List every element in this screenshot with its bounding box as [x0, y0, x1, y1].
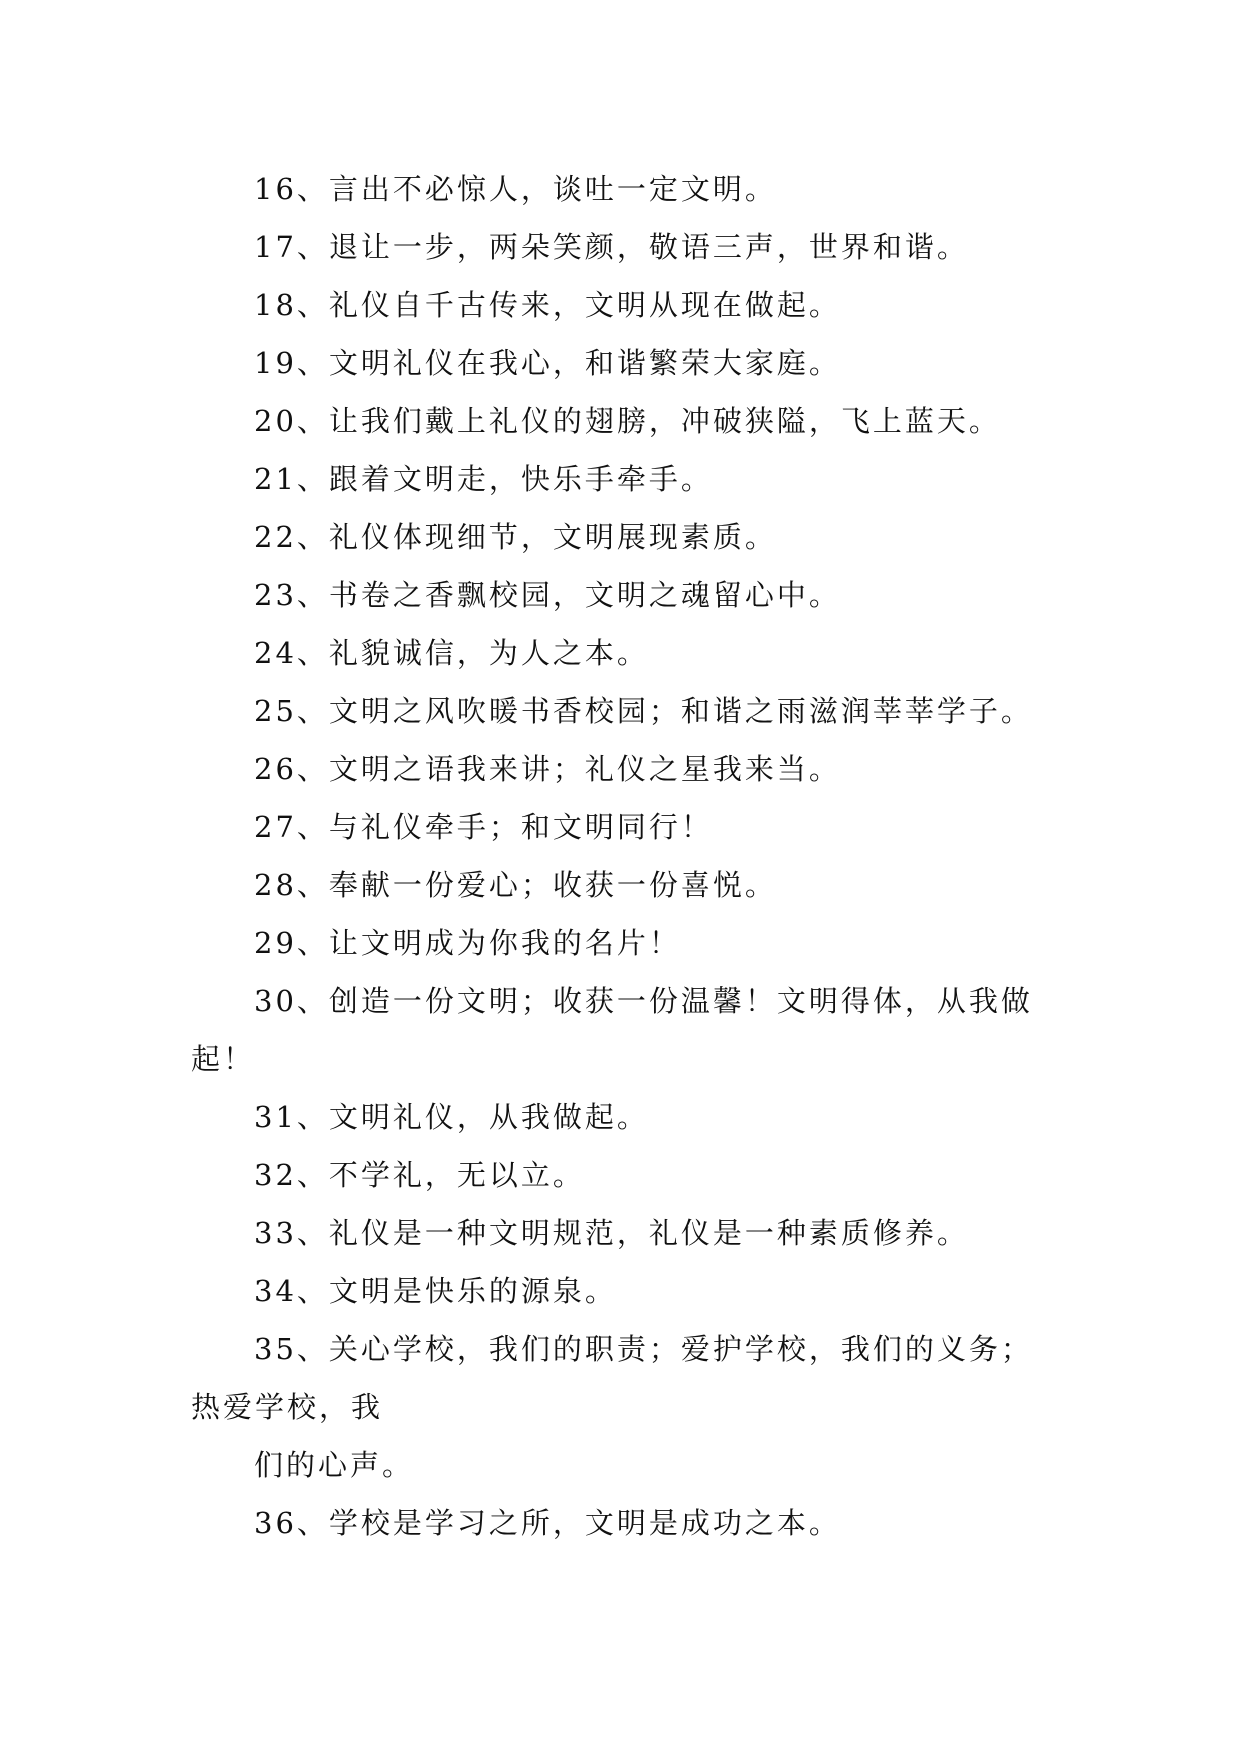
- slogan-line-25: 25、文明之风吹暖书香校园；和谐之雨滋润莘莘学子。: [254, 694, 1033, 728]
- slogan-line-24: 24、礼貌诚信，为人之本。: [254, 636, 649, 670]
- slogan-line-20: 20、让我们戴上礼仪的翅膀，冲破狭隘，飞上蓝天。: [254, 404, 1001, 438]
- slogan-line-16: 16、言出不必惊人，谈吐一定文明。: [254, 172, 777, 206]
- slogan-line-18: 18、礼仪自千古传来，文明从现在做起。: [254, 288, 841, 322]
- slogan-line-21: 21、跟着文明走，快乐手牵手。: [254, 462, 713, 496]
- slogan-line-22: 22、礼仪体现细节，文明展现素质。: [254, 520, 777, 554]
- slogan-line-28: 28、奉献一份爱心；收获一份喜悦。: [254, 868, 777, 902]
- slogan-line-36: 36、学校是学习之所，文明是成功之本。: [254, 1506, 841, 1540]
- slogan-line-19: 19、文明礼仪在我心，和谐繁荣大家庭。: [254, 346, 841, 380]
- slogan-line-17: 17、退让一步，两朵笑颜，敬语三声，世界和谐。: [254, 230, 969, 264]
- slogan-line-23: 23、书卷之香飘校园，文明之魂留心中。: [254, 578, 841, 612]
- slogan-line-35-continued: 热爱学校，我: [191, 1390, 384, 1424]
- slogan-line-34: 34、文明是快乐的源泉。: [254, 1274, 617, 1308]
- slogan-line-31: 31、文明礼仪，从我做起。: [254, 1100, 649, 1134]
- slogan-line-30: 30、创造一份文明；收获一份温馨！文明得体，从我做: [254, 984, 1033, 1018]
- slogan-line-32: 32、不学礼，无以立。: [254, 1158, 585, 1192]
- slogan-line-35: 35、关心学校，我们的职责；爱护学校，我们的义务；: [254, 1332, 1033, 1366]
- slogan-line-30-continued: 起！: [191, 1042, 256, 1076]
- slogan-line-29: 29、让文明成为你我的名片！: [254, 926, 681, 960]
- document-body: [191, 160, 1071, 1552]
- slogan-line-27: 27、与礼仪牵手；和文明同行！: [254, 810, 713, 844]
- slogan-line-33: 33、礼仪是一种文明规范，礼仪是一种素质修养。: [254, 1216, 969, 1250]
- slogan-line-35-tail: 们的心声。: [254, 1448, 415, 1482]
- slogan-line-26: 26、文明之语我来讲；礼仪之星我来当。: [254, 752, 841, 786]
